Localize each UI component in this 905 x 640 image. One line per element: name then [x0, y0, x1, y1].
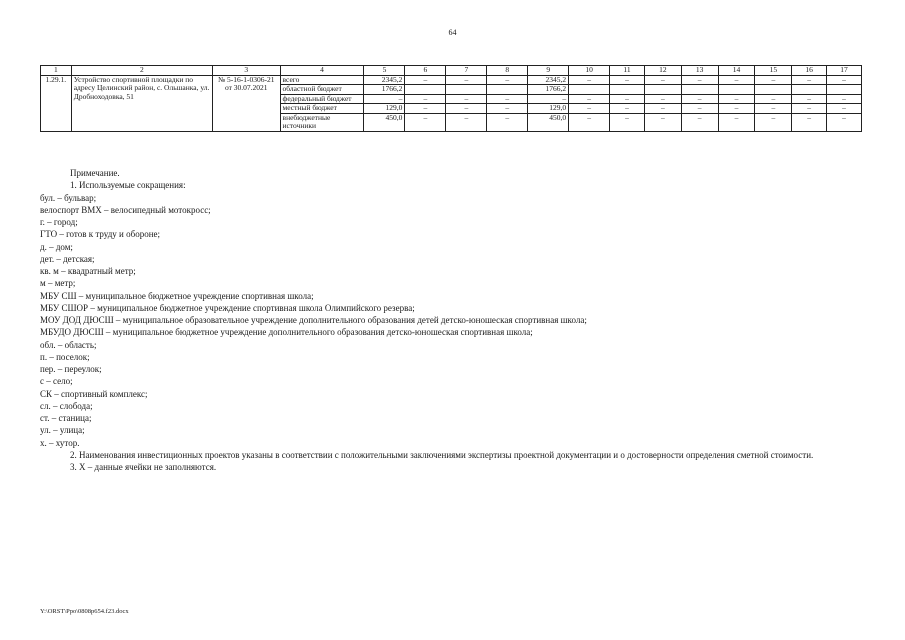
abbreviation-item: ул. – улица; — [40, 425, 85, 436]
value-cell: 450,0 — [364, 113, 405, 131]
value-cell: – — [569, 113, 610, 131]
value-cell: – — [446, 113, 487, 131]
object-name-cell: Устройство спортивной площадки по адресу Целинский район, с. Ольшанка, ул. Дробноходовка, 51 — [71, 75, 212, 131]
value-cell: – — [644, 94, 681, 104]
value-cell: – — [644, 113, 681, 131]
budget-table — [40, 65, 862, 132]
value-cell — [405, 85, 446, 95]
value-cell: 1766,2 — [364, 85, 405, 95]
value-cell: – — [446, 75, 487, 85]
value-cell — [487, 85, 528, 95]
table-header-row — [41, 66, 862, 76]
value-cell — [718, 85, 755, 95]
value-cell: – — [755, 94, 792, 104]
value-cell: 2345,2 — [528, 75, 569, 85]
value-cell: 1766,2 — [528, 85, 569, 95]
value-cell: – — [792, 75, 827, 85]
value-cell: – — [610, 113, 645, 131]
header-cell: 14 — [718, 66, 755, 76]
header-cell: 1 — [41, 66, 72, 76]
value-cell: – — [446, 94, 487, 104]
header-cell: 3 — [212, 66, 280, 76]
value-cell: – — [487, 113, 528, 131]
value-cell: – — [405, 75, 446, 85]
abbreviation-item: х. – хутор. — [40, 437, 80, 448]
funding-source-cell: областной бюджет — [280, 85, 364, 95]
value-cell: – — [610, 94, 645, 104]
value-cell: – — [755, 104, 792, 114]
value-cell: – — [718, 113, 755, 131]
header-cell: 17 — [827, 66, 862, 76]
value-cell — [644, 85, 681, 95]
value-cell: – — [718, 104, 755, 114]
funding-source-cell: местный бюджет — [280, 104, 364, 114]
header-cell: 9 — [528, 66, 569, 76]
value-cell — [827, 85, 862, 95]
header-cell: 5 — [364, 66, 405, 76]
table-row — [41, 75, 862, 85]
abbreviation-item: с – село; — [40, 376, 73, 387]
value-cell: – — [718, 75, 755, 85]
value-cell — [755, 85, 792, 95]
header-cell: 6 — [405, 66, 446, 76]
value-cell: – — [718, 94, 755, 104]
file-path-footer: Y:\ORST\Ppo\0808p654.f23.docx — [40, 608, 129, 615]
value-cell: – — [792, 104, 827, 114]
abbreviation-item: д. – дом; — [40, 241, 73, 252]
abbreviation-item: МБУДО ДЮСШ – муниципальное бюджетное учреждение дополнительного образования детско-юношеская спортивная школа; — [40, 327, 533, 338]
value-cell — [610, 85, 645, 95]
value-cell: – — [827, 75, 862, 85]
value-cell: – — [827, 104, 862, 114]
value-cell: – — [446, 104, 487, 114]
abbreviation-item: п. – поселок; — [40, 351, 90, 362]
abbreviation-item: ст. – станица; — [40, 413, 92, 423]
abbreviation-item: обл. – область; — [40, 339, 97, 350]
notes-item-3: 3. Х – данные ячейки не заполняются. — [70, 462, 217, 472]
value-cell: – — [569, 104, 610, 114]
abbreviation-item: м – метр; — [40, 278, 76, 289]
value-cell — [681, 85, 718, 95]
notes-item-2: 2. Наименования инвестиционных проектов указаны в соответствии с положительными заключениями экспертизы проектной документации и о достоверности определения сметной стоимости. — [70, 449, 814, 460]
value-cell: – — [681, 75, 718, 85]
abbreviation-item: пер. – переулок; — [40, 364, 102, 374]
value-cell: – — [827, 94, 862, 104]
header-cell: 4 — [280, 66, 364, 76]
header-cell: 12 — [644, 66, 681, 76]
abbreviation-item: велоспорт ВМХ – велосипедный мотокросс; — [40, 204, 211, 215]
value-cell: – — [644, 104, 681, 114]
value-cell — [446, 85, 487, 95]
page-number: 64 — [448, 28, 457, 37]
value-cell: – — [405, 94, 446, 104]
value-cell — [792, 85, 827, 95]
abbreviation-item: МБУ СШ – муниципальное бюджетное учреждение спортивная школа; — [40, 290, 314, 301]
abbreviation-item: дет. – детская; — [40, 253, 95, 264]
value-cell: 450,0 — [528, 113, 569, 131]
value-cell: – — [569, 94, 610, 104]
value-cell: 2345,2 — [364, 75, 405, 85]
header-cell: 2 — [71, 66, 212, 76]
abbreviation-item: кв. м – квадратный метр; — [40, 266, 136, 276]
doc-ref-cell: № 5-16-1-0306-21 от 30.07.2021 — [212, 75, 280, 131]
value-cell: – — [792, 94, 827, 104]
abbreviation-item: ГТО – готов к труду и обороне; — [40, 229, 161, 240]
header-cell: 10 — [569, 66, 610, 76]
abbreviation-list — [40, 192, 865, 449]
header-cell: 16 — [792, 66, 827, 76]
value-cell: – — [792, 113, 827, 131]
abbreviation-item: МОУ ДОД ДЮСШ – муниципальное образовательное учреждение дополнительного образования детей детско-юношеская спортивная школа; — [40, 315, 587, 325]
value-cell: – — [755, 113, 792, 131]
funding-source-cell: федеральный бюджет — [280, 94, 364, 104]
value-cell: – — [487, 94, 528, 104]
value-cell: – — [405, 113, 446, 131]
value-cell: – — [681, 104, 718, 114]
value-cell: – — [827, 113, 862, 131]
header-cell: 7 — [446, 66, 487, 76]
value-cell: – — [364, 94, 405, 104]
value-cell: – — [681, 94, 718, 104]
row-id-cell: 1.29.1. — [41, 75, 72, 131]
value-cell: – — [528, 94, 569, 104]
value-cell: – — [487, 104, 528, 114]
abbreviation-item: бул. – бульвар; — [40, 192, 97, 203]
funding-source-cell: внебюджетные источники — [280, 113, 364, 131]
value-cell — [569, 85, 610, 95]
notes-section — [40, 167, 865, 473]
value-cell: – — [405, 104, 446, 114]
header-cell: 13 — [681, 66, 718, 76]
value-cell: – — [681, 113, 718, 131]
value-cell: – — [487, 75, 528, 85]
abbreviation-item: СК – спортивный комплекс; — [40, 388, 148, 399]
value-cell: – — [610, 104, 645, 114]
abbreviation-item: МБУ СШОР – муниципальное бюджетное учреждение спортивная школа Олимпийского резерва; — [40, 302, 415, 313]
abbreviation-item: сл. – слобода; — [40, 400, 93, 411]
value-cell: 129,0 — [528, 104, 569, 114]
header-cell: 15 — [755, 66, 792, 76]
header-cell: 8 — [487, 66, 528, 76]
funding-source-cell: всего — [280, 75, 364, 85]
notes-title: Примечание. — [70, 168, 120, 178]
abbreviation-item: г. – город; — [40, 217, 78, 227]
value-cell: – — [569, 75, 610, 85]
value-cell: – — [644, 75, 681, 85]
value-cell: – — [755, 75, 792, 85]
value-cell: – — [610, 75, 645, 85]
value-cell: 129,0 — [364, 104, 405, 114]
header-cell: 11 — [610, 66, 645, 76]
notes-item-1: 1. Используемые сокращения: — [70, 180, 186, 191]
